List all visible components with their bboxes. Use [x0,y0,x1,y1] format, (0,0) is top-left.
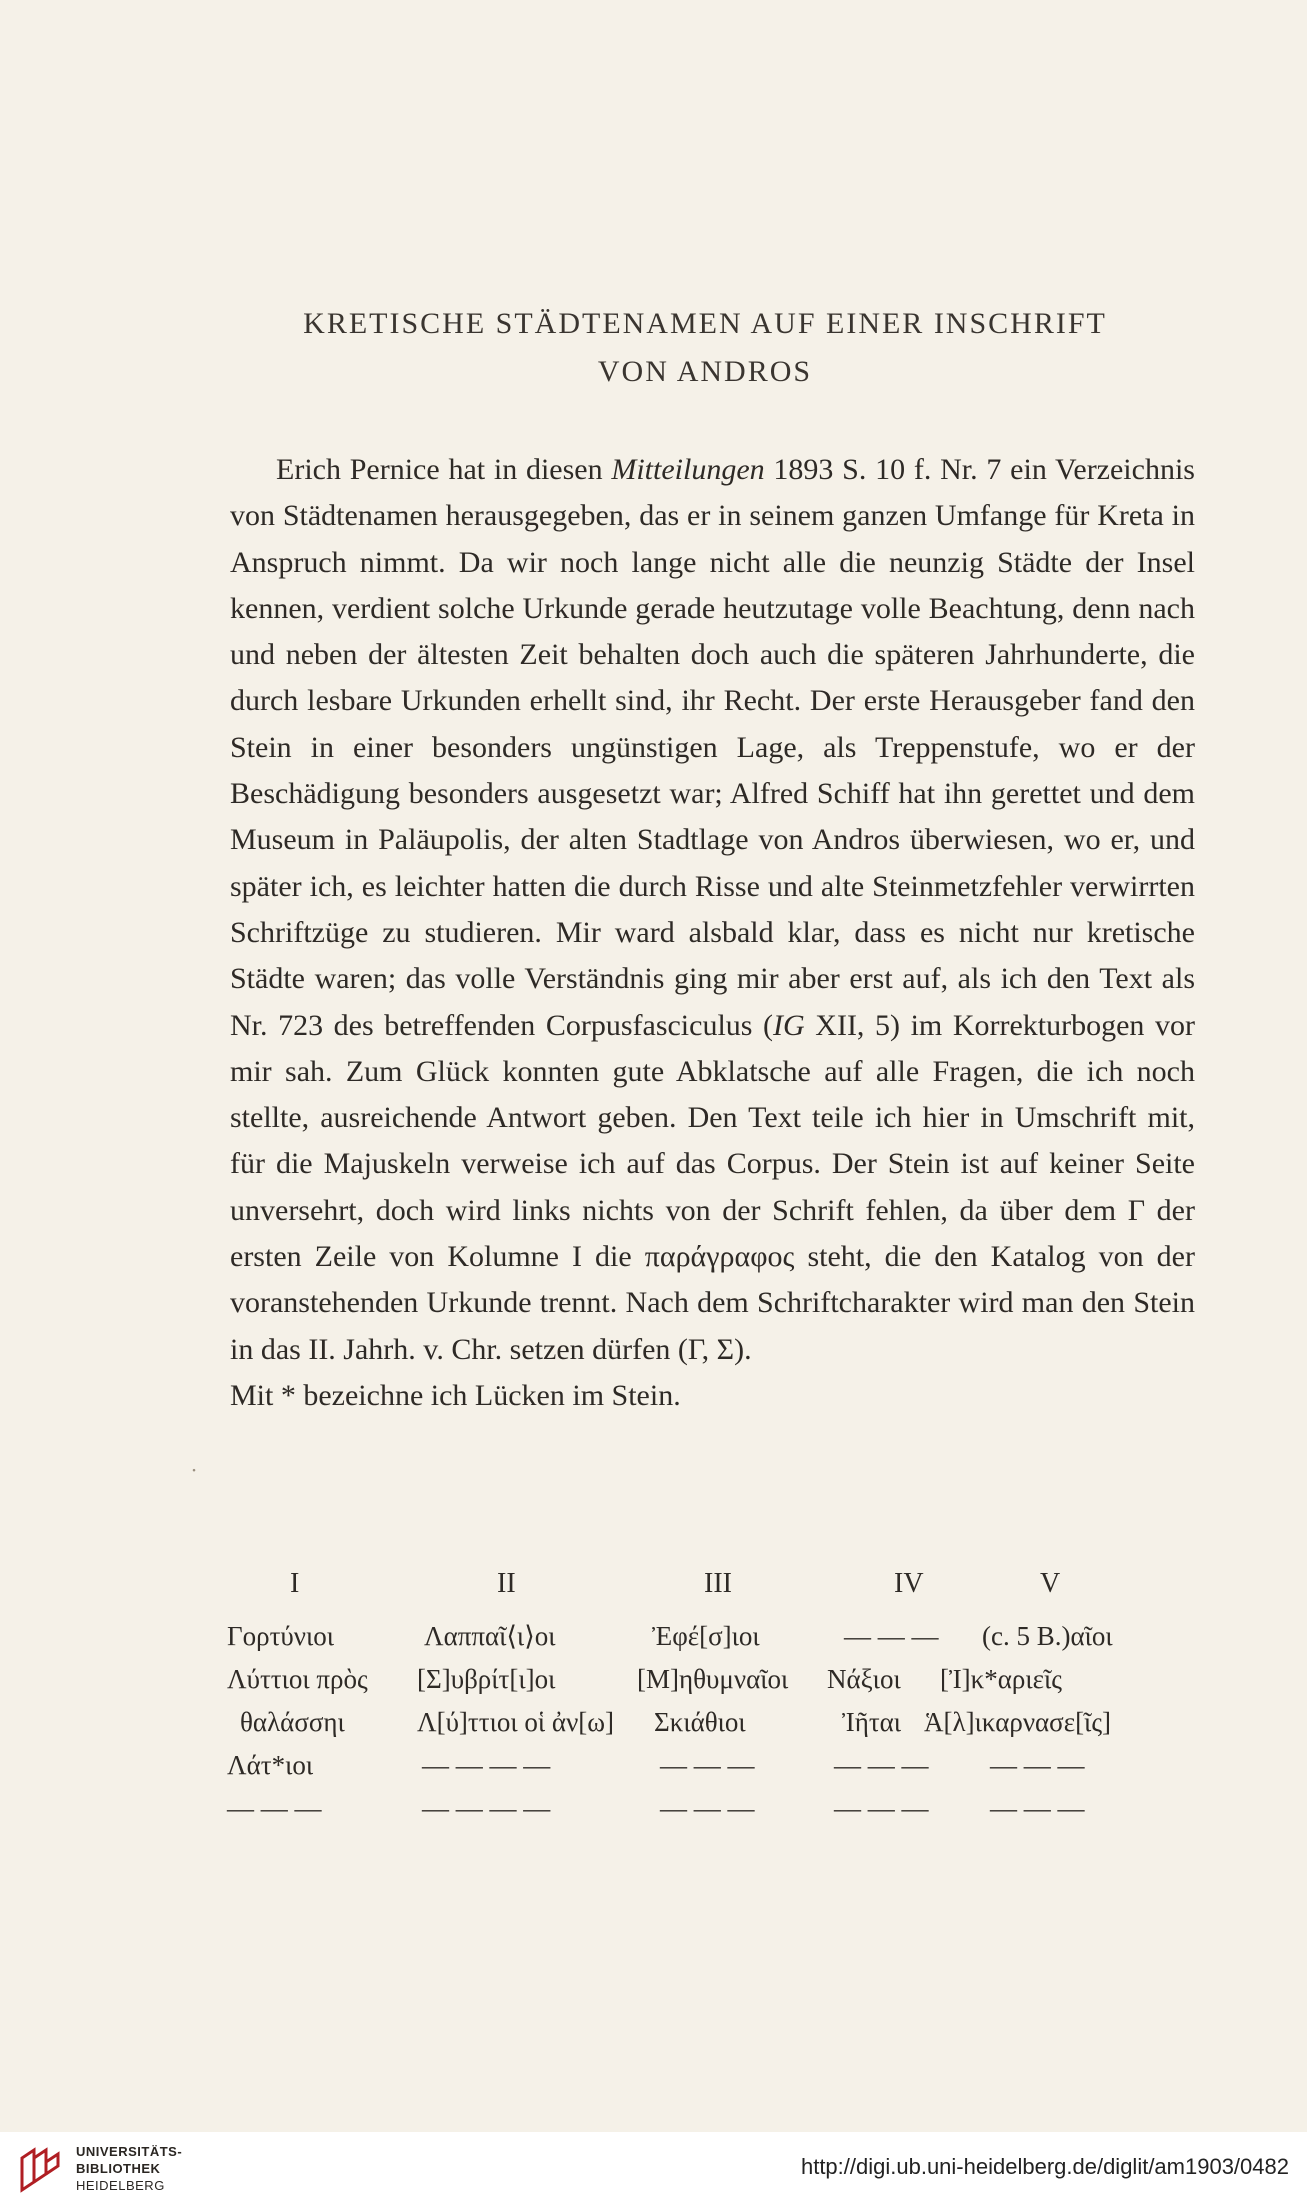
table-cell: Λύττιοι πρὸς [227,1664,368,1694]
library-name-line: BIBLIOTHEK [76,2161,161,2176]
table-row [222,1664,1202,1707]
table-cell: [Μ]ηθυμναῖοι [637,1664,789,1694]
table-cell: θαλάσσηι [240,1707,345,1737]
paragraph-2: Mit * bezeichne ich Lücken im Stein. [230,1378,681,1412]
column-header: II [497,1568,516,1599]
table-row [222,1750,1202,1793]
table-cell: Ἰῆται [842,1707,902,1737]
text-run: steht, die den Katalog von der voranstehenden Urkunde trennt. Nach dem Schriftcharakter wird man den Stein in das II. Jahrh. v. Chr. setzen dürfen (Γ, Σ). [230,1240,1195,1366]
column-header: I [290,1568,300,1599]
greek-letter-glyph: Γ [1127,1193,1146,1227]
table-cell: — — — — [422,1793,551,1823]
table-cell: [Σ]υβρίτ[ι]οι [417,1664,556,1694]
table-cell: Λαππαῖ⟨ι⟩οι [424,1621,556,1651]
table-cell: Νάξιοι [827,1664,901,1694]
table-cell: — — — [660,1750,755,1780]
table-cell: — — — [990,1750,1085,1780]
table-cell: — — — [227,1793,322,1823]
title-line-2: VON ANDROS [597,355,813,388]
table-cell: [Ἰ]κ*αριεῖς [940,1664,1062,1694]
table-cell: — — — [844,1621,939,1651]
paragraph-1 [230,447,1195,1373]
journal-title-italic: Mitteilungen [611,453,765,486]
margin-mark: ˙ [190,1465,198,1491]
library-name-line: UNIVERSITÄTS- [76,2144,183,2159]
column-header: III [704,1568,732,1599]
table-cell: — — — [660,1793,755,1823]
column-header: IV [894,1568,924,1599]
column-header: V [1040,1568,1061,1599]
library-name-line: HEIDELBERG [76,2178,165,2193]
table-cell: — — — [834,1750,929,1780]
column-header-row [222,1568,1202,1611]
library-logo-icon [14,2146,64,2196]
table-cell: Γορτύνιοι [227,1621,335,1651]
table-cell: — — — — [422,1750,551,1780]
text-run: Erich Pernice hat in diesen [276,453,612,486]
corpus-abbrev-italic: IG [773,1008,805,1042]
inscription-columns [222,1568,1202,1836]
permalink-url[interactable]: http://digi.ub.uni-heidelberg.de/diglit/am1903/0482 [800,2154,1289,2179]
table-cell: (c. 5 B.)αῖοι [982,1621,1113,1651]
text-run: der ersten Zeile von Kolumne I die [230,1193,1195,1274]
library-name [76,2143,182,2194]
table-cell: Λ[ύ]ττιοι οἱ ἀν[ω] [417,1707,615,1737]
title-line-1: KRETISCHE STÄDTENAMEN AUF EINER INSCHRIFT [303,307,1107,340]
greek-term: παράγραφος [644,1240,795,1274]
table-row [222,1621,1202,1664]
table-row [222,1707,1202,1750]
table-cell: Σκιάθιοι [654,1707,746,1737]
article-body [230,447,1195,1419]
table-cell: Λάτ*ιοι [227,1750,314,1780]
table-cell: Ἁ[λ]ικαρνασε[ῖς] [924,1707,1112,1737]
text-run: XII, 5) im Korrekturbogen vor mir sah. Zum Glück konnten gute Abklatsche auf alle Fragen, die ich noch stellte, ausreichende Antwort geben. Den Text teile ich hier in Umschrift mit, für die Majuskeln verweise ich auf das Corpus. Der Stein ist auf keiner Seite unversehrt, doch wird links nichts von der Schrift fehlen, da über dem [230,1008,1195,1227]
text-run: 1893 S. 10 f. Nr. 7 ein Verzeichnis von Städtenamen herausgegeben, das er in seinem ganzen Umfange für Kreta in Anspruch nimmt. Da wir noch lange nicht alle die neunzig Städte der Insel kennen, verdient solche Urkunde gerade heutzutage volle Beachtung, denn nach und neben der ältesten Zeit behalten doch auch die späteren Jahrhunderte, die durch lesbare Urkunden erhellt sind, ihr Recht. Der erste Herausgeber fand den Stein in einer besonders ungünstigen Lage, als Treppenstufe, wo er der Beschädigung besonders ausgesetzt war; Alfred Schiff hat ihn gerettet und dem Museum in Paläupolis, der alten Stadtlage von Andros überwiesen, wo er, und später ich, es leichter hatten die durch Risse und alte Steinmetzfehler verwirrten Schriftzüge zu studieren. Mir ward alsbald klar, dass es nicht nur kretische Städte waren; das volle Verständnis ging mir aber erst auf, als ich den Text als Nr. 723 des betreffenden Corpusfasciculus ( [230,453,1195,1042]
article-title [200,300,1210,396]
table-cell: Ἐφέ[σ]ιοι [652,1621,760,1651]
table-cell: — — — [990,1793,1085,1823]
table-cell: — — — [834,1793,929,1823]
table-row [222,1793,1202,1836]
